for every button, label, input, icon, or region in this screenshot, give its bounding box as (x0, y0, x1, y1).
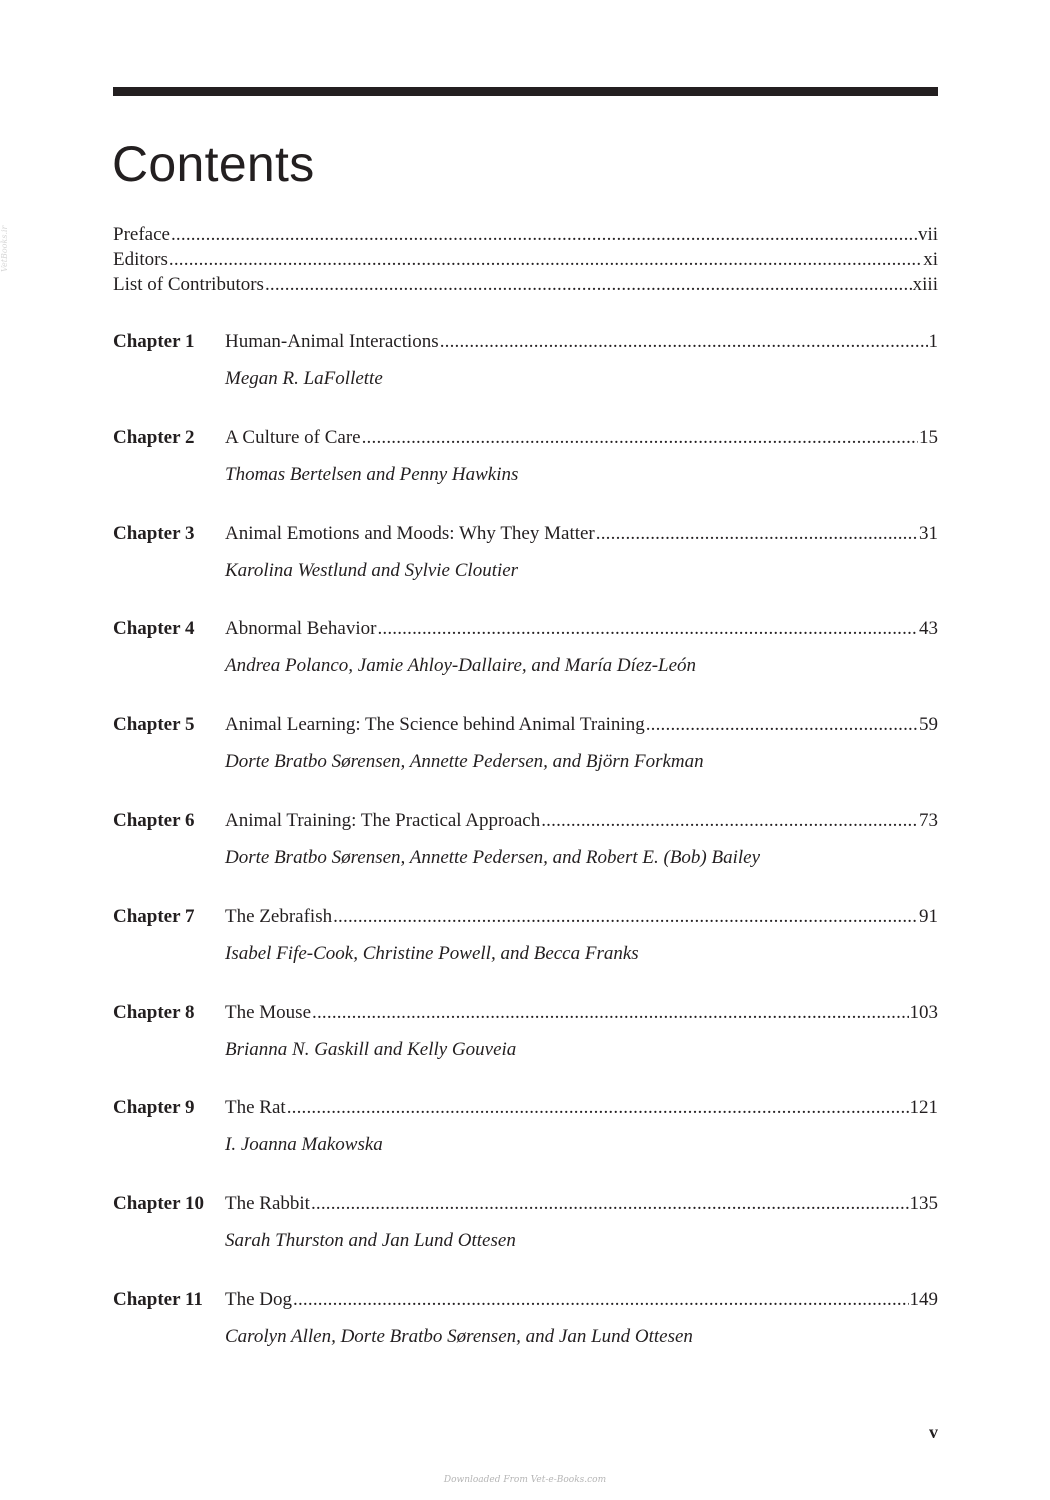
dot-leader (377, 615, 918, 643)
chapter-label: Chapter 3 (113, 522, 195, 544)
dot-leader (265, 272, 912, 297)
chapter-title: Human-Animal Interactions (225, 331, 439, 352)
chapter-label: Chapter 4 (113, 618, 195, 640)
toc-page-number: xi (923, 249, 938, 270)
chapter-label: Chapter 9 (113, 1097, 195, 1119)
dot-leader (312, 999, 908, 1027)
page-title: Contents (112, 136, 315, 192)
front-matter-list (113, 222, 938, 297)
chapter-label: Chapter 10 (113, 1193, 204, 1215)
chapter-title: The Dog (225, 1288, 293, 1310)
chapter-label: Chapter 5 (113, 714, 195, 736)
chapter-authors: Sarah Thurston and Jan Lund Ottesen (225, 1230, 516, 1252)
chapter-authors: Dorte Bratbo Sørensen, Annette Pedersen, and Björn Forkman (225, 751, 704, 773)
chapter-entry-1[interactable] (113, 328, 938, 424)
chapter-entry-10[interactable] (113, 1190, 938, 1286)
chapter-authors: Brianna N. Gaskill and Kelly Gouveia (225, 1038, 517, 1060)
chapter-page-number: 135 (909, 1193, 938, 1215)
chapter-entry-3[interactable] (113, 520, 938, 616)
chapter-label: Chapter 6 (113, 809, 195, 831)
chapter-entry-11[interactable] (113, 1286, 938, 1382)
chapter-entry-6[interactable] (113, 807, 938, 903)
chapter-entry-9[interactable] (113, 1094, 938, 1190)
side-watermark: VetBooks.ir (0, 225, 9, 272)
chapter-authors: Megan R. LaFollette (225, 368, 383, 389)
chapter-page-number: 31 (919, 522, 938, 544)
chapter-title: The Rabbit (225, 1193, 310, 1215)
chapter-authors: Dorte Bratbo Sørensen, Annette Pedersen, and Robert E. (Bob) Bailey (225, 846, 761, 868)
page-folio: v (929, 1422, 938, 1442)
chapter-entry-8[interactable] (113, 999, 938, 1095)
chapter-title: Abnormal Behavior (225, 618, 377, 640)
toc-entry-preface[interactable] (113, 222, 938, 247)
toc-entry-label: Preface (113, 224, 170, 245)
chapter-authors: Thomas Bertelsen and Penny Hawkins (225, 463, 519, 485)
toc-entry-label: List of Contributors (113, 274, 264, 295)
chapter-page-number: 73 (919, 809, 938, 831)
dot-leader (596, 520, 918, 548)
chapter-label: Chapter 7 (113, 905, 195, 927)
chapter-page-number: 121 (909, 1097, 938, 1119)
toc-page-number: xiii (912, 274, 938, 295)
chapter-authors: I. Joanna Makowska (225, 1134, 383, 1156)
chapter-list (113, 328, 938, 1382)
toc-entry-label: Editors (113, 249, 168, 270)
chapter-page-number: 15 (919, 426, 938, 448)
chapter-page-number: 91 (919, 905, 938, 927)
top-rule (113, 87, 938, 96)
toc-entry-editors[interactable] (113, 247, 938, 272)
chapter-authors: Isabel Fife-Cook, Christine Powell, and Becca Franks (225, 942, 639, 964)
chapter-title: The Rat (225, 1097, 286, 1119)
toc-page-number: vii (917, 224, 938, 245)
dot-leader (440, 328, 928, 356)
chapter-title: The Zebrafish (225, 905, 333, 927)
chapter-page-number: 59 (919, 714, 938, 736)
chapter-entry-2[interactable] (113, 424, 938, 520)
chapter-authors: Karolina Westlund and Sylvie Cloutier (225, 559, 519, 581)
chapter-label: Chapter 2 (113, 426, 195, 448)
chapter-page-number: 1 (928, 331, 938, 352)
footer-watermark: Downloaded From Vet-e-Books.com (443, 1475, 607, 1485)
chapter-title: Animal Training: The Practical Approach (225, 809, 541, 831)
dot-leader (646, 711, 918, 739)
dot-leader (541, 807, 918, 835)
chapter-authors: Andrea Polanco, Jamie Ahloy-Dallaire, and María Díez-León (225, 655, 697, 677)
dot-leader (171, 222, 917, 247)
chapter-entry-5[interactable] (113, 711, 938, 807)
dot-leader (362, 424, 918, 452)
chapter-label: Chapter 8 (113, 1001, 195, 1023)
toc-entry-contributors[interactable] (113, 272, 938, 297)
chapter-title: Animal Emotions and Moods: Why They Matter (225, 522, 595, 544)
dot-leader (311, 1190, 909, 1218)
chapter-title: Animal Learning: The Science behind Animal Training (225, 714, 645, 736)
chapter-page-number: 43 (919, 618, 938, 640)
chapter-title: The Mouse (225, 1001, 312, 1023)
chapter-page-number: 149 (909, 1288, 938, 1310)
chapter-entry-4[interactable] (113, 615, 938, 711)
chapter-label: Chapter 1 (113, 331, 195, 352)
dot-leader (333, 903, 918, 931)
chapter-page-number: 103 (909, 1001, 938, 1023)
chapter-label: Chapter 11 (113, 1288, 203, 1310)
dot-leader (169, 247, 922, 272)
dot-leader (287, 1094, 909, 1122)
chapter-entry-7[interactable] (113, 903, 938, 999)
chapter-title: A Culture of Care (225, 426, 361, 448)
chapter-authors: Carolyn Allen, Dorte Bratbo Sørensen, and Jan Lund Ottesen (225, 1325, 693, 1347)
dot-leader (293, 1286, 908, 1314)
